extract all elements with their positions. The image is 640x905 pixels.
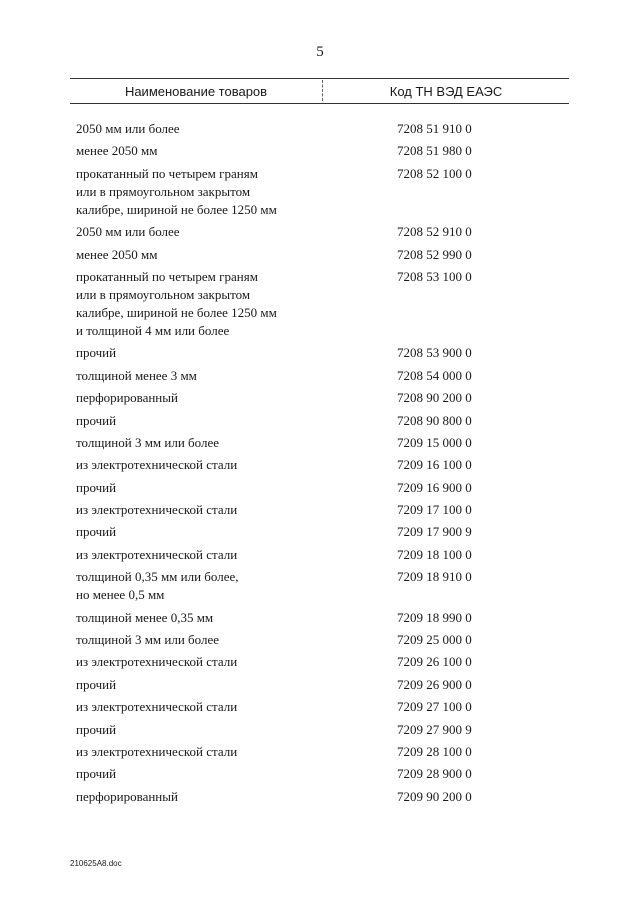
tn-ved-code-cell: 7209 17 900 9 (397, 524, 472, 540)
tn-ved-code-cell: 7208 52 100 0 (397, 165, 472, 181)
column-header-tn-ved-code: Код ТН ВЭД ЕАЭС (389, 84, 503, 99)
tn-ved-code-cell: 7208 54 000 0 (397, 367, 472, 383)
goods-name-cell: перфорированный (76, 788, 178, 804)
table-row (76, 765, 566, 783)
table-row (76, 223, 566, 241)
table-row (76, 246, 566, 264)
goods-name-cell: прочий (76, 479, 117, 495)
tn-ved-code-cell: 7208 52 910 0 (397, 224, 472, 240)
table-row (76, 344, 566, 362)
goods-name-cell: толщиной менее 0,35 мм (76, 609, 214, 625)
tn-ved-code-cell: 7209 18 100 0 (397, 546, 472, 562)
goods-name-cell: прочий (76, 524, 117, 540)
table-row (76, 676, 566, 694)
tn-ved-code-cell: 7209 16 900 0 (397, 479, 472, 495)
table-row (76, 501, 566, 519)
goods-name-cell: толщиной 3 мм или более (76, 434, 220, 450)
column-header-goods-name: Наименование товаров (124, 84, 268, 99)
tn-ved-code-cell: 7209 28 900 0 (397, 766, 472, 782)
goods-name-cell: прочий (76, 676, 117, 692)
footer-filename: 210625A8.doc (70, 859, 122, 868)
table-row (76, 479, 566, 497)
goods-name-cell: из электротехнической стали (76, 743, 238, 759)
goods-name-cell: менее 2050 мм (76, 246, 158, 262)
tn-ved-code-cell: 7208 51 910 0 (397, 121, 472, 136)
tn-ved-code-cell: 7209 27 900 9 (397, 721, 472, 737)
page-number: 5 (316, 44, 324, 60)
table-row (76, 631, 566, 649)
tn-ved-code-cell: 7208 52 990 0 (397, 246, 472, 262)
goods-name-cell: толщиной 0,35 мм или более, но менее 0,5 мм (76, 569, 239, 603)
tn-ved-code-cell: 7209 17 100 0 (397, 502, 472, 518)
goods-name-cell: 2050 мм или более (76, 224, 180, 240)
tn-ved-code-cell: 7209 26 900 0 (397, 676, 472, 692)
tn-ved-code-cell: 7209 16 100 0 (397, 457, 472, 473)
tn-ved-code-cell: 7208 53 900 0 (397, 345, 472, 361)
table-row (76, 142, 566, 160)
goods-name-cell: прочий (76, 345, 117, 361)
table-row (76, 165, 566, 219)
goods-name-cell: из электротехнической стали (76, 699, 238, 715)
goods-name-cell: из электротехнической стали (76, 654, 238, 670)
tn-ved-code-cell: 7208 51 980 0 (397, 143, 472, 159)
tn-ved-code-cell: 7208 53 100 0 (397, 268, 472, 284)
goods-name-cell: толщиной менее 3 мм (76, 367, 197, 383)
goods-name-cell: из электротехнической стали (76, 457, 238, 473)
table-row (76, 698, 566, 716)
goods-name-cell: прочий (76, 412, 117, 428)
goods-name-cell: из электротехнической стали (76, 546, 238, 562)
tn-ved-code-cell: 7209 28 100 0 (397, 743, 472, 759)
table-row (76, 788, 566, 806)
goods-name-cell: прокатанный по четырем граням или в прямоугольном закрытом калибре, шириной не более 1250 мм и толщиной 4 мм или более (76, 268, 277, 338)
table-row (76, 721, 566, 739)
tn-ved-code-cell: 7209 18 990 0 (397, 609, 472, 625)
table-row (76, 609, 566, 627)
table-row (76, 120, 566, 138)
table-header-bottom-rule (70, 103, 569, 104)
table-row (76, 456, 566, 474)
tn-ved-code-cell: 7209 18 910 0 (397, 569, 472, 585)
table-row (76, 434, 566, 452)
table-row (76, 653, 566, 671)
table-row (76, 743, 566, 761)
table-row (76, 367, 566, 385)
goods-name-cell: 2050 мм или более (76, 121, 180, 136)
table-row (76, 546, 566, 564)
tn-ved-code-cell: 7208 90 200 0 (397, 390, 472, 406)
table-row (76, 568, 566, 604)
tn-ved-code-cell: 7209 27 100 0 (397, 699, 472, 715)
tn-ved-code-cell: 7209 25 000 0 (397, 632, 472, 648)
goods-name-cell: менее 2050 мм (76, 143, 158, 159)
tn-ved-code-cell: 7209 15 000 0 (397, 434, 472, 450)
tn-ved-code-cell: 7209 26 100 0 (397, 654, 472, 670)
tn-ved-code-cell: 7209 90 200 0 (397, 788, 472, 804)
goods-name-cell: прочий (76, 766, 117, 782)
goods-name-cell: из электротехнической стали (76, 502, 238, 518)
tn-ved-code-cell: 7208 90 800 0 (397, 412, 472, 428)
goods-name-cell: прочий (76, 721, 117, 737)
table-row (76, 523, 566, 541)
table-row (76, 268, 566, 340)
table-row (76, 389, 566, 407)
table-row (76, 412, 566, 430)
table-header-top-rule (70, 78, 569, 79)
goods-name-cell: толщиной 3 мм или более (76, 632, 220, 648)
goods-table-body (76, 120, 566, 810)
goods-name-cell: перфорированный (76, 390, 178, 406)
goods-name-cell: прокатанный по четырем граням или в прямоугольном закрытом калибре, шириной не более 1250 мм (76, 165, 277, 217)
